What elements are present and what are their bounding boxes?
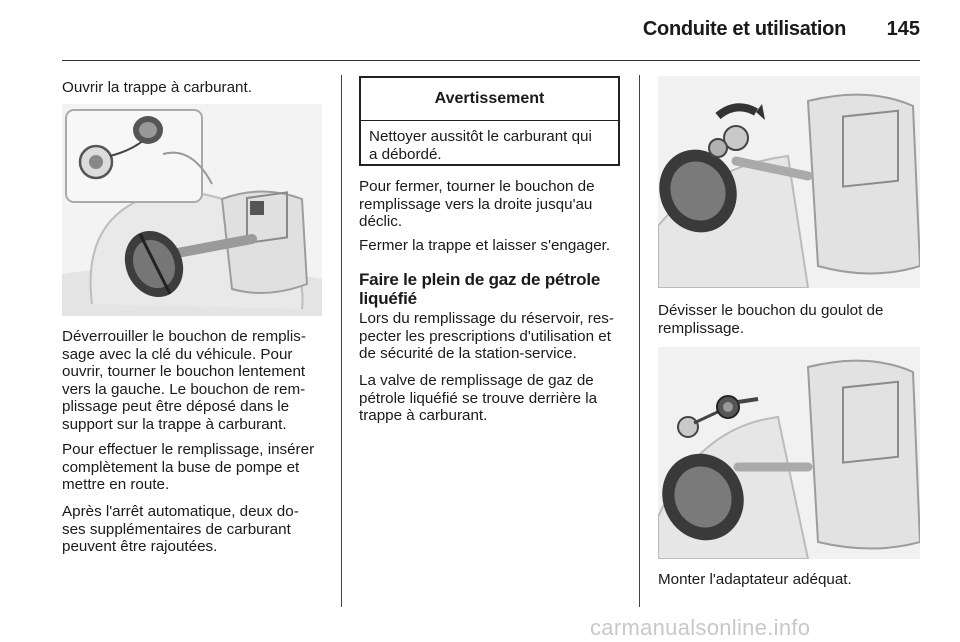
text-line: pétrole liquéfié se trouve derrière la xyxy=(359,389,598,407)
text-line: support sur la trappe à carburant. xyxy=(62,415,287,433)
column-divider-1 xyxy=(341,75,342,607)
text-line: complètement la buse de pompe et xyxy=(62,458,300,476)
text-line: Pour effectuer le remplissage, insérer xyxy=(62,441,315,458)
col2-paragraph-1 xyxy=(359,178,629,231)
text-line: remplissage vers la droite jusqu'au xyxy=(359,195,593,213)
text-line: remplissage. xyxy=(658,319,745,337)
warning-title: Avertissement xyxy=(361,78,618,121)
page-number: 145 xyxy=(886,18,920,40)
heading-line: Faire le plein de gaz de pétrole xyxy=(359,270,601,289)
adapter-illustration xyxy=(658,347,920,559)
col2-paragraph-3 xyxy=(359,310,637,363)
column-divider-2 xyxy=(639,75,640,607)
figure-lpg-adapter xyxy=(658,347,920,559)
warning-body xyxy=(361,121,618,163)
text-line: plissage peut être déposé dans le xyxy=(62,398,290,416)
figure-fuel-cap-key xyxy=(62,104,322,316)
text-line: La valve de remplissage de gaz de xyxy=(359,372,594,389)
heading-line: liquéfié xyxy=(359,289,417,308)
text-line: trappe à carburant. xyxy=(359,407,488,425)
text-line: sage avec la clé du véhicule. Pour xyxy=(62,345,293,363)
unscrew-cap-illustration xyxy=(658,76,920,288)
col1-paragraph-4 xyxy=(62,503,337,556)
text-line: Pour fermer, tourner le bouchon de xyxy=(359,178,595,195)
text-line: Nettoyer aussitôt le carburant qui xyxy=(369,128,592,145)
header-rule xyxy=(62,60,920,61)
text-line: déclic. xyxy=(359,213,403,231)
text-line: pecter les prescriptions d'utilisation et xyxy=(359,327,611,345)
text-line: peuvent être rajoutées. xyxy=(62,538,218,556)
text-line: Dévisser le bouchon du goulot de xyxy=(658,302,884,319)
text-line: Déverrouiller le bouchon de remplis- xyxy=(62,328,306,345)
text-line: de sécurité de la station-service. xyxy=(359,345,577,363)
section-heading-lpg xyxy=(359,270,634,308)
text-line: vers la gauche. Le bouchon de rem- xyxy=(62,380,306,398)
page-header-title: Conduite et utilisation xyxy=(642,18,846,40)
col2-paragraph-2: Fermer la trappe et laisser s'engager. xyxy=(359,237,611,254)
col1-paragraph-3 xyxy=(62,441,340,494)
col3-paragraph-2: Monter l'adaptateur adéquat. xyxy=(658,571,852,588)
col3-paragraph-1 xyxy=(658,302,920,337)
watermark: carmanualsonline.info xyxy=(590,615,811,640)
col1-paragraph-2 xyxy=(62,328,337,434)
col1-paragraph-1: Ouvrir la trappe à carburant. xyxy=(62,79,252,96)
text-line: Lors du remplissage du réservoir, res- xyxy=(359,310,614,327)
text-line: mettre en route. xyxy=(62,476,170,494)
col2-paragraph-4 xyxy=(359,372,634,425)
text-line: ouvrir, tourner le bouchon lentement xyxy=(62,363,306,381)
warning-box xyxy=(359,76,620,166)
fuel-cap-key-illustration xyxy=(62,104,322,316)
figure-unscrew-lpg-cap xyxy=(658,76,920,288)
text-line: Après l'arrêt automatique, deux do- xyxy=(62,503,299,520)
text-line: ses supplémentaires de carburant xyxy=(62,520,291,538)
text-line: a débordé. xyxy=(369,145,442,163)
